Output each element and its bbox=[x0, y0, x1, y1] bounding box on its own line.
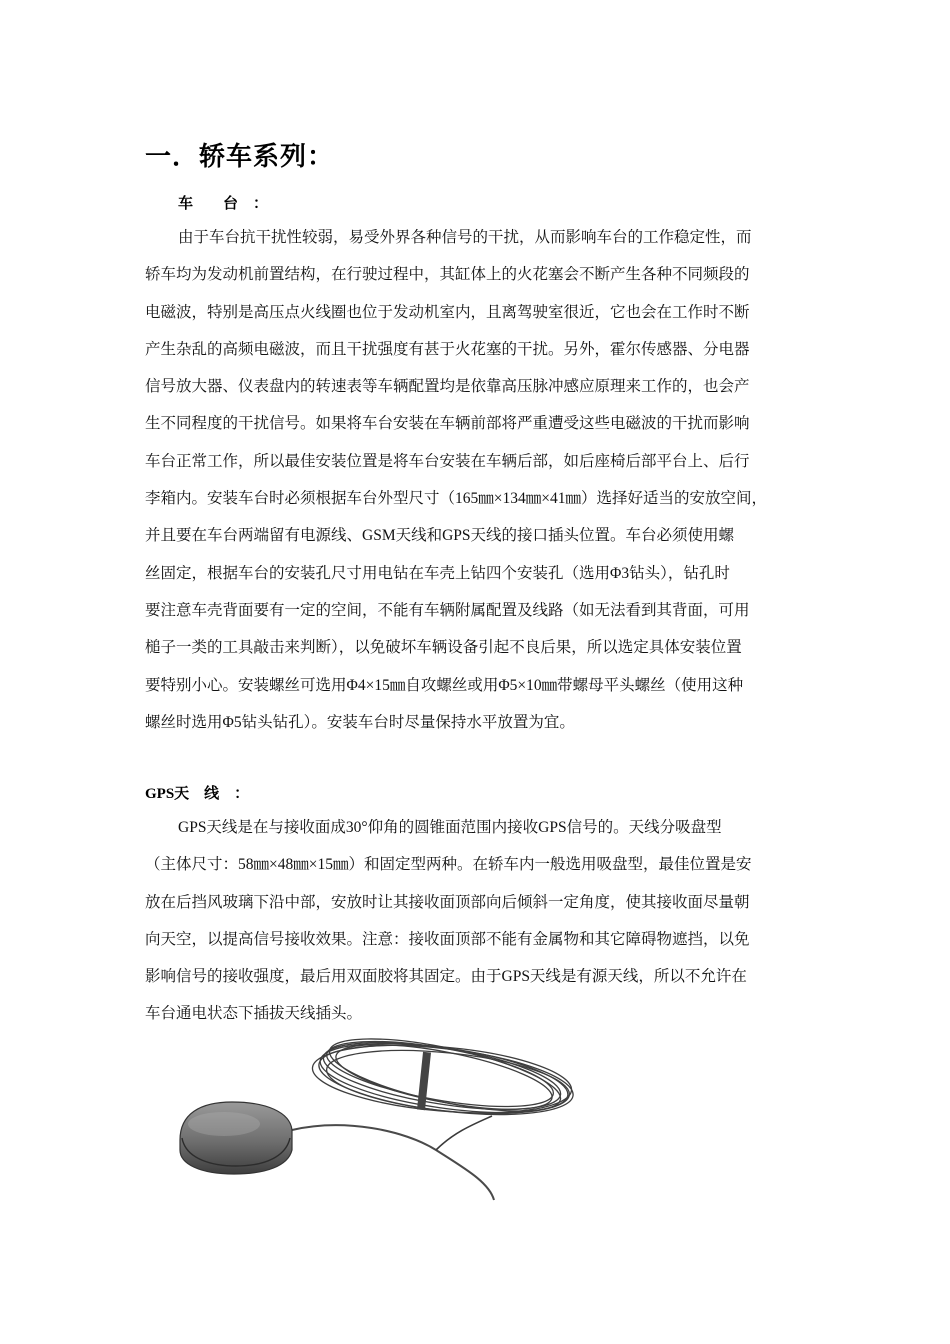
text-line: 电磁波，特别是高压点火线圈也位于发动机室内，且离驾驶室很近，它也会在工作时不断 bbox=[145, 303, 750, 321]
text-line: 轿车均为发动机前置结构，在行驶过程中，其缸体上的火花塞会不断产生各种不同频段的 bbox=[145, 266, 750, 284]
text-line: 槌子一类的工具敲击来判断），以免破坏车辆设备引起不良后果，所以选定具体安装位置 bbox=[145, 639, 742, 657]
text-line: 丝固定，根据车台的安装孔尺寸用电钻在车壳上钻四个安装孔（选用Φ3钻头），钻孔时 bbox=[145, 564, 730, 582]
text-line: 要注意车壳背面要有一定的空间，不能有车辆附属配置及线路（如无法看到其背面，可用 bbox=[145, 601, 750, 619]
text-line: 并且要在车台两端留有电源线、GSM天线和GPS天线的接口插头位置。车台必须使用螺 bbox=[145, 527, 735, 545]
text-line: 车台正常工作，所以最佳安装位置是将车台安装在车辆后部，如后座椅后部平台上、后行 bbox=[145, 452, 750, 470]
text-line: 向天空，以提高信号接收效果。注意：接收面顶部不能有金属物和其它障碍物遮挡，以免 bbox=[145, 930, 750, 948]
text-line: 影响信号的接收强度，最后用双面胶将其固定。由于GPS天线是有源天线，所以不允许在 bbox=[145, 968, 747, 986]
section-gps-antenna-body bbox=[145, 809, 815, 1033]
text-line: 螺丝时选用Φ5钻头钻孔）。安装车台时尽量保持水平放置为宜。 bbox=[145, 713, 575, 731]
text-line: 生不同程度的干扰信号。如果将车台安装在车辆前部将严重遭受这些电磁波的干扰而影响 bbox=[145, 415, 750, 433]
text-line: 由于车台抗干扰性较弱，易受外界各种信号的干扰，从而影响车台的工作稳定性，而 bbox=[178, 229, 752, 246]
text-line: （主体尺寸：58㎜×48㎜×15㎜）和固定型两种。在轿车内一般选用吸盘型，最佳位置是安 bbox=[145, 856, 752, 874]
section-gps-antenna-title: GPS天 线 ： bbox=[145, 786, 250, 802]
text-line: 信号放大器、仪表盘内的转速表等车辆配置均是依靠高压脉冲感应原理来工作的，也会产 bbox=[145, 378, 750, 396]
text-line: 李箱内。安装车台时必须根据车台外型尺寸（165㎜×134㎜×41㎜）选择好适当的安放空间， bbox=[145, 490, 767, 508]
section-car-unit-body bbox=[145, 219, 815, 741]
text-line: GPS天线是在与接收面成30°仰角的圆锥面范围内接收GPS信号的。天线分吸盘型 bbox=[178, 819, 722, 836]
text-line: 产生杂乱的高频电磁波，而且干扰强度有甚于火花塞的干扰。另外，霍尔传感器、分电器 bbox=[145, 340, 750, 358]
text-line: 要特别小心。安装螺丝可选用Φ4×15㎜自攻螺丝或用Φ5×10㎜带螺母平头螺丝（使用这种 bbox=[145, 676, 744, 694]
page-heading: 一．轿车系列： bbox=[145, 142, 335, 172]
text-line: 放在后挡风玻璃下沿中部，安放时让其接收面顶部向后倾斜一定角度，使其接收面尽量朝 bbox=[145, 893, 750, 911]
text-line: 车台通电状态下插拔天线插头。 bbox=[145, 1005, 363, 1023]
gps-antenna-photo bbox=[174, 1032, 584, 1204]
section-car-unit-title: 车 台 ： bbox=[178, 196, 269, 212]
